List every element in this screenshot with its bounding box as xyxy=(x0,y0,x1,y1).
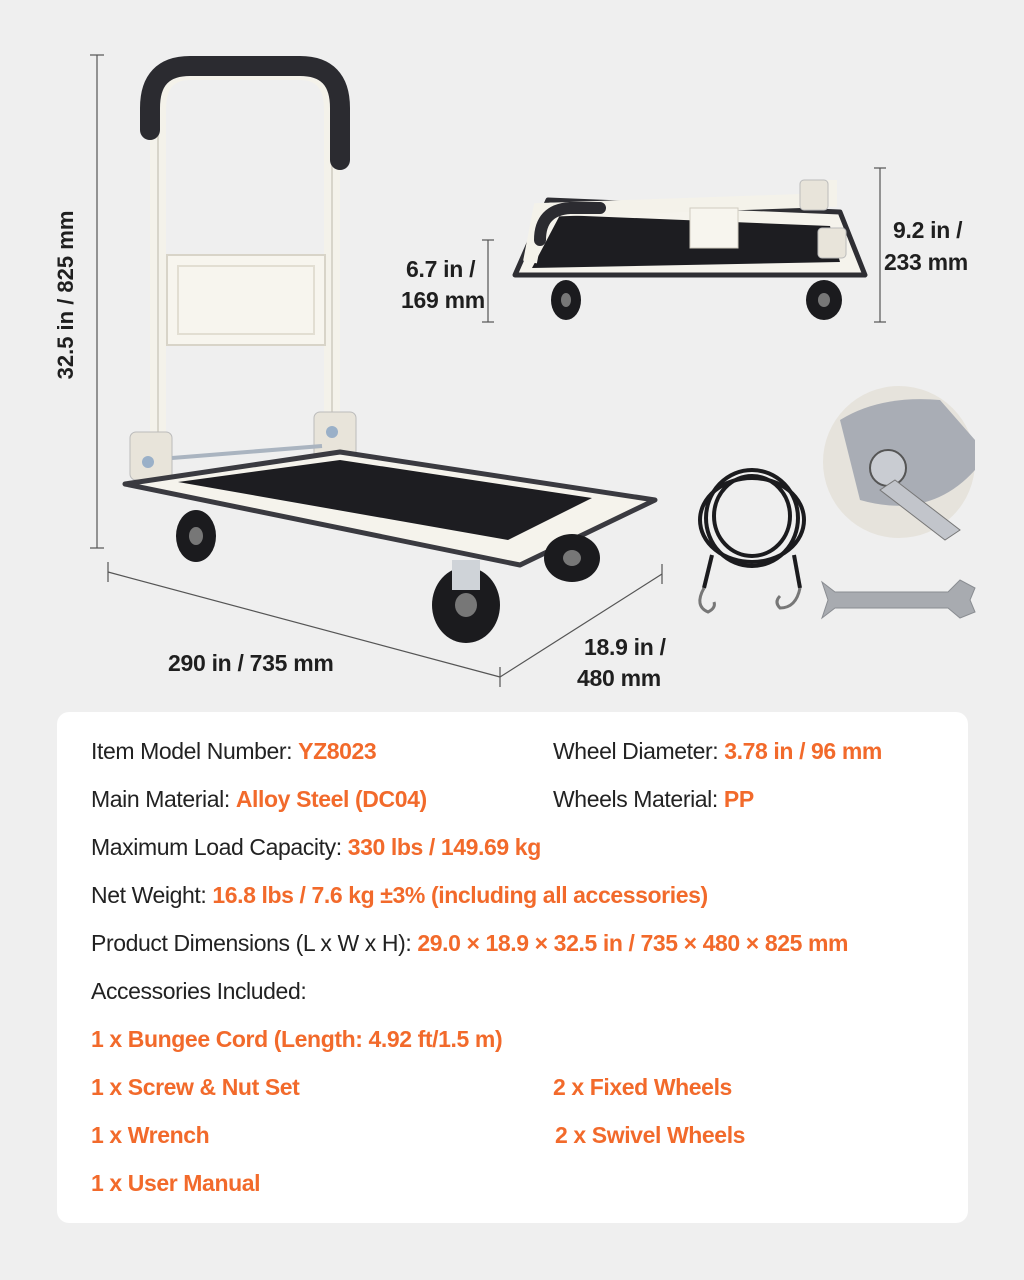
wheel xyxy=(176,510,216,562)
spec-product-dimensions xyxy=(91,928,848,958)
spec-product-dimensions-value: 29.0 × 18.9 × 32.5 in / 735 × 480 × 825 mm xyxy=(417,930,849,956)
spec-model xyxy=(91,736,376,766)
spec-wheels-material-label: Wheels Material: xyxy=(553,786,718,812)
spec-accessories-label: Accessories Included: xyxy=(91,978,307,1004)
accessory-item: 2 x Swivel Wheels xyxy=(555,1122,746,1148)
spec-max-load-label: Maximum Load Capacity: xyxy=(91,834,342,860)
wheel xyxy=(544,534,600,582)
spec-wheels-material xyxy=(553,784,754,814)
accessory-item: 2 x Fixed Wheels xyxy=(553,1074,732,1100)
spec-wheels-material-value: PP xyxy=(723,786,754,812)
spec-model-label: Item Model Number: xyxy=(91,738,293,764)
accessory-item: 1 x Screw & Nut Set xyxy=(91,1074,300,1100)
spec-wheel-diameter xyxy=(553,736,882,766)
spec-model-value: YZ8023 xyxy=(298,738,377,764)
length-dimension-label: 290 in / 735 mm xyxy=(168,650,334,676)
folded-height-label-line1: 6.7 in / xyxy=(406,256,476,282)
spec-main-material-label: Main Material: xyxy=(91,786,230,812)
width-dimension-label-line1: 18.9 in / xyxy=(584,634,666,660)
accessory-item: 1 x User Manual xyxy=(91,1170,261,1196)
trolley-folded xyxy=(482,168,886,322)
trolley-main xyxy=(125,66,655,643)
bungee-cord-image xyxy=(700,470,804,612)
spec-accessories-heading xyxy=(91,976,306,1006)
spec-net-weight xyxy=(91,880,708,910)
wrench-image xyxy=(822,580,975,618)
spec-wheel-diameter-label: Wheel Diameter: xyxy=(553,738,719,764)
height-dimension-label: 32.5 in / 825 mm xyxy=(53,210,78,380)
folded-height-label-line2: 169 mm xyxy=(401,287,485,313)
spec-max-load xyxy=(91,832,541,862)
spec-main-material-value: Alloy Steel (DC04) xyxy=(235,786,427,812)
spec-product-dimensions-label: Product Dimensions (L x W x H): xyxy=(91,930,412,956)
wheel xyxy=(432,560,500,643)
handle-height-label-line2: 233 mm xyxy=(884,249,968,275)
height-dimension-line xyxy=(90,55,104,548)
width-dimension-label-line2: 480 mm xyxy=(577,665,661,691)
screw-detail-image xyxy=(823,386,975,540)
handle-height-label-line1: 9.2 in / xyxy=(893,217,963,243)
spec-net-weight-value: 16.8 lbs / 7.6 kg ±3% (including all accessories) xyxy=(212,882,708,908)
spec-wheel-diameter-value: 3.78 in / 96 mm xyxy=(724,738,882,764)
spec-main-material xyxy=(91,784,427,814)
accessory-item: 1 x Wrench xyxy=(91,1122,210,1148)
accessory-item: 1 x Bungee Cord (Length: 4.92 ft/1.5 m) xyxy=(91,1026,503,1052)
spec-net-weight-label: Net Weight: xyxy=(91,882,207,908)
spec-max-load-value: 330 lbs / 149.69 kg xyxy=(347,834,541,860)
specifications-card xyxy=(57,712,968,1223)
